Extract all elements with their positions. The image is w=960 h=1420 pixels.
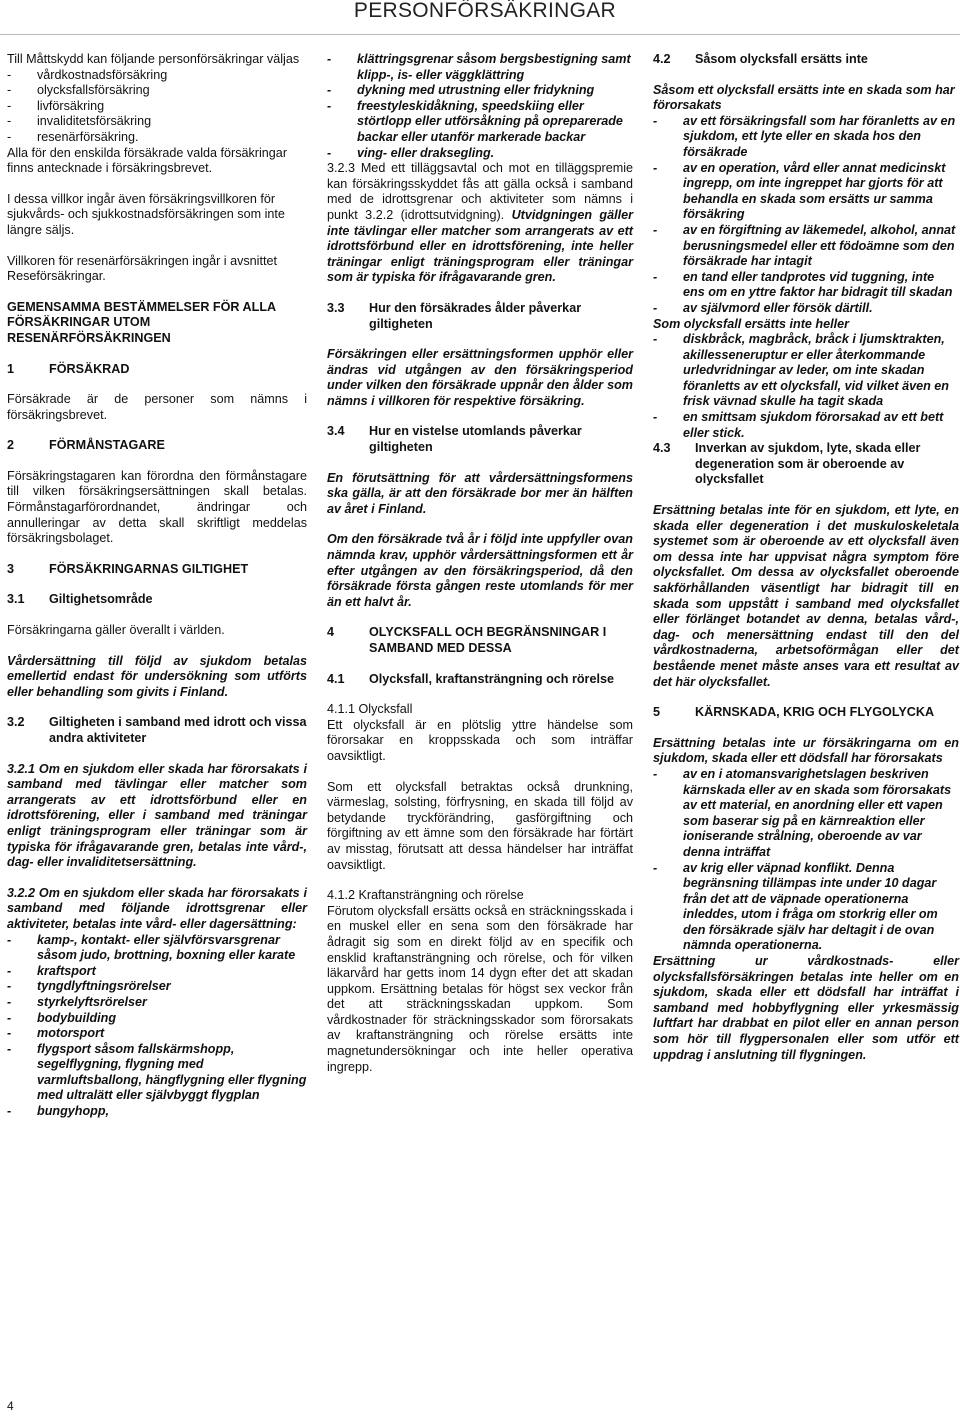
subsection-heading: 4.2 Såsom olycksfall ersätts inte <box>653 52 868 66</box>
paragraph: 3.2.1 Om en sjukdom eller skada har förorsakats i samband med tävlingar eller matcher som arrangerats av ett idrottsförbund eller en idrottsförening, eller i samband med träningar enligt träningsprogram eller träningar som är typiska för ifrågavarande gren, betalas inte vård-, dag- eller invaliditetsersättning. <box>7 761 307 870</box>
sport-list-continued <box>327 52 633 161</box>
list-item: - en smittsam sjukdom förorsakad av ett bett eller stick. <box>653 410 944 440</box>
section-heading: 4 OLYCKSFALL OCH BEGRÄNSNINGAR I SAMBAND MED DESSA <box>327 625 607 655</box>
list-item: - av ett försäkringsfall som har föranletts av en sjukdom, ett lyte eller en skada hos den försäkrade <box>653 113 956 159</box>
paragraph: Såsom ett olycksfall ersätts inte en skada som har förorsakats <box>653 82 955 113</box>
list-item: - bodybuilding <box>7 1010 117 1025</box>
page-title: PERSONFÖRSÄKRINGAR <box>353 0 616 22</box>
section-heading: 1 FÖRSÄKRAD <box>7 361 130 376</box>
paragraph: Som ett olycksfall betraktas också drunkning, värmeslag, solsting, förfrysning, en skada till följd av betydande tryckförändring, gasförgiftning och förgiftning av ett ämne som den försäkrade har förtärt av misstag, förutsatt att dessa händelser har inträffat oavsiktligt. <box>327 779 633 872</box>
subsection-heading: 4.1.2 Kraftansträngning och rörelse <box>327 888 524 903</box>
paragraph: Vårdersättning till följd av sjukdom betalas emellertid endast för undersökning som utförts eller behandling som givits i Finland. <box>7 653 307 699</box>
subsection-heading: 4.3 Inverkan av sjukdom, lyte, skada eller degeneration som är oberoende av olycksfallet <box>653 441 921 487</box>
list-item: - av krig eller väpnad konflikt. Denna begränsning tillämpas inte under 10 dagar från det att de väpnade operationerna inleddes, utom i fråga om storkrig eller om den försäkrade själv har deltagit i de ovan nämnda operationerna. <box>653 860 938 953</box>
paragraph: Ersättning betalas inte för en sjukdom, ett lyte, en skada eller degeneration i det muskuloskeletala systemet som är oberoende av ett olycksfall även om dessa inte har uppvisat några symptom före olycksfallet. Om dessa av olycksfallet oberoende sakförhållanden väsentligt har bidragit till en skada som uppstått i samband med olycksfallet eller förlänget botandet av denna, betalas vård-, dag- och menersättning endast till den del vårdkostnaderna, arbetsoförmågan eller det bestående menet måste anses vara ett resultat av det här olycksfallet. <box>653 503 959 689</box>
paragraph: Villkoren för resenärförsäkringen ingår i avsnittet Reseförsäkringar. <box>7 253 277 284</box>
subsection-heading: 4.1 Olycksfall, kraftansträngning och rörelse <box>327 671 614 686</box>
column-1 <box>7 52 307 1120</box>
list-item: - dykning med utrustning eller fridykning <box>327 83 595 98</box>
list-item: - olycksfallsförsäkring <box>7 83 150 98</box>
list-item: - diskbråck, magbråck, bråck i ljumsktrakten, akillesseneruptur er eller återkommande urledvridningar av leder, om inte skadan föranletts av ett olycksfall, vid vilket även en frisk vävnad skulle ha tagit skada <box>653 332 949 409</box>
list-item: - av en operation, vård eller annat medicinskt ingrepp, om inte ingreppet har gjorts för att behandla en skada som ersätts ur samma försäkring <box>653 160 946 222</box>
list-item: - klättringsgrenar såsom bergsbestigning samt klipp-, is- eller väggklättring <box>327 52 631 82</box>
list-item: - resenärförsäkring. <box>7 129 139 144</box>
list-item: - bungyhopp, <box>7 1104 110 1119</box>
list-item: - invaliditetsförsäkring <box>7 114 152 129</box>
sport-list <box>7 933 307 1120</box>
column-3 <box>653 52 959 1063</box>
paragraph: Som olycksfall ersätts inte heller <box>653 316 849 331</box>
list-item: - kraftsport <box>7 963 96 978</box>
list-item: - motorsport <box>7 1026 105 1041</box>
exclusion-list-2 <box>653 332 959 441</box>
paragraph: Försäkringarna gäller överallt i världen. <box>7 623 225 638</box>
subsection-heading: 3.4 Hur en vistelse utomlands påverkar giltigheten <box>327 424 582 455</box>
paragraph: Försäkringstagaren kan förordna den förmånstagare till vilken försäkringsersättningen skall betalas. Förmånstagarförordnandet, ändringar och annulleringar av detta skall skriftligt meddelas försäkringsbolaget. <box>7 468 307 546</box>
exclusion-list <box>653 114 959 317</box>
section-heading: GEMENSAMMA BESTÄMMELSER FÖR ALLA FÖRSÄKRINGAR UTOM RESENÄRFÖRSÄKRINGEN <box>7 299 276 345</box>
intro-text: Till Måttskydd kan följande personförsäkringar väljas <box>7 52 300 66</box>
list-item: - livförsäkring <box>7 98 105 113</box>
exclusion-list-3 <box>653 767 959 954</box>
paragraph: En förutsättning för att vårdersättningsformens ska gälla, är att den försäkrade bor mer än hälften av året i Finland. <box>327 470 633 516</box>
list-item: - tyngdlyftningsrörelser <box>7 979 171 994</box>
paragraph: Ett olycksfall är en plötslig yttre händelse som förorsakar en kroppsskada och som inträffar oavsiktligt. <box>327 717 633 763</box>
subsection-heading: 4.1.1 Olycksfall <box>327 702 413 717</box>
paragraph: Försäkringen eller ersättningsformen upphör eller ändras vid utgången av den försäkringsperiod under vilken den försäkrade uppnår den ålder som nämns i villkoren för respektive försäkring. <box>327 347 633 408</box>
subsection-heading: 3.3 Hur den försäkrades ålder påverkar giltigheten <box>327 300 582 331</box>
list-item: - av självmord eller försök därtill. <box>653 300 873 315</box>
subsection-heading: 3.1 Giltighetsområde <box>7 592 153 607</box>
paragraph: I dessa villkor ingår även försäkringsvillkoren för sjukvårds- och sjukkostnadsförsäkringen som inte längre säljs. <box>7 191 285 237</box>
paragraph: 3.2.3 Med ett tilläggsavtal och mot en tilläggspremie kan försäkringsskyddet fås att gälla också i samband med de idrottsgrenar och aktiviteter som nämns i punkt 3.2.2 (idrottsutvidgning). Utvidgningen gäller inte tävlingar eller matcher som arrangerats av ett idrottsförbund eller en idrottsförening, inte heller träningar enligt träningsprogram eller träningar som är typiska för ifrågavarande gren. <box>327 161 633 285</box>
section-heading: 2 FÖRMÅNSTAGARE <box>7 438 165 453</box>
paragraph: Förutom olycksfall ersätts också en sträckningsskada i en muskel eller en sena som den försäkrade har ådragit sig som en direkt följd av en specifik och ensklid kraftansträngning och rörelse, och för vilken läkarvård har getts inom 14 dygn efter det att skadan uppkom. Ersättning betalas för högst sex veckor från det att sträckningsskadan uppkom. Som vårdkostnader för sträckningsskador som förorsakats av kraftansträngning och rörelse ersätts inte magnetundersökningar och inte heller operativa ingrepp. <box>327 903 633 1074</box>
paragraph: Ersättning ur vårdkostnads- eller olycksfallsförsäkringen betalas inte heller om en sjukdom, skada eller ett dödsfall har inträffat i samband med hobbyflygning eller yrkesmässig luftfart har drabbat en pilot eller en annan person som hör till flygpersonalen eller som utför ett uppdrag i anslutning till flygningen. <box>653 954 959 1062</box>
paragraph: 3.2.2 Om en sjukdom eller skada har förorsakats i samband med följande idrottsgrenar eller aktiviteter, betalas inte vård- eller dagersättning: <box>7 885 307 931</box>
page-header <box>0 0 960 35</box>
column-2 <box>327 52 633 1075</box>
list-item: - av en förgiftning av läkemedel, alkohol, annat berusningsmedel eller ett födoämne som den försäkrade har intagit <box>653 222 956 269</box>
page-number: 4 <box>7 1399 14 1413</box>
list-item: - freestyleskidåkning, speedskiing eller störtlopp eller utförsåkning på opreparerade backar eller utanför markerade backar <box>327 98 623 144</box>
product-list <box>7 68 307 146</box>
list-item: - av en i atomansvarighetslagen beskriven kärnskada eller av en skada som förorsakats av ett material, en anordning eller ett vapen som baserar sig på en kärnreaktion eller ioniserande strålning, oberoende av var denna inträffat <box>653 766 952 859</box>
paragraph: Om den försäkrade två år i följd inte uppfyller ovan nämnda krav, upphör vårdersättningsformen ett år efter utgången av den försäkringsperiod, då den försäkrade första gången reste utomlands för mer än ett halvt år. <box>327 532 633 609</box>
paragraph: Alla för den enskilda försäkrade valda försäkringar finns antecknade i försäkringsbrevet. <box>7 145 288 176</box>
paragraph: Ersättning betalas inte ur försäkringarna om en sjukdom, skada eller ett dödsfall har förorsakats <box>653 735 959 766</box>
subsection-heading: 3.2 Giltigheten i samband med idrott och vissa andra aktiviteter <box>7 715 307 745</box>
paragraph: Försäkrade är de personer som nämns i försäkringsbrevet. <box>7 392 307 422</box>
list-item: - ving- eller draksegling. <box>327 145 495 160</box>
list-item: - kamp-, kontakt- eller självförsvarsgrenar såsom judo, brottning, boxning eller karate <box>7 932 296 963</box>
list-item: - styrkelyftsrörelser <box>7 994 147 1009</box>
section-heading: 5 KÄRNSKADA, KRIG OCH FLYGOLYCKA <box>653 705 935 720</box>
list-item: - vårdkostnadsförsäkring <box>7 67 168 82</box>
section-heading: 3 FÖRSÄKRINGARNAS GILTIGHET <box>7 561 249 576</box>
list-item: - flygsport såsom fallskärmshopp, segelflygning, flygning med varmluftsballong, hängflygning eller flygning med ultralätt eller självbyggt flygplan <box>7 1041 307 1103</box>
list-item: - en tand eller tandprotes vid tuggning, inte ens om en yttre faktor har bidragit till skadan <box>653 269 953 300</box>
